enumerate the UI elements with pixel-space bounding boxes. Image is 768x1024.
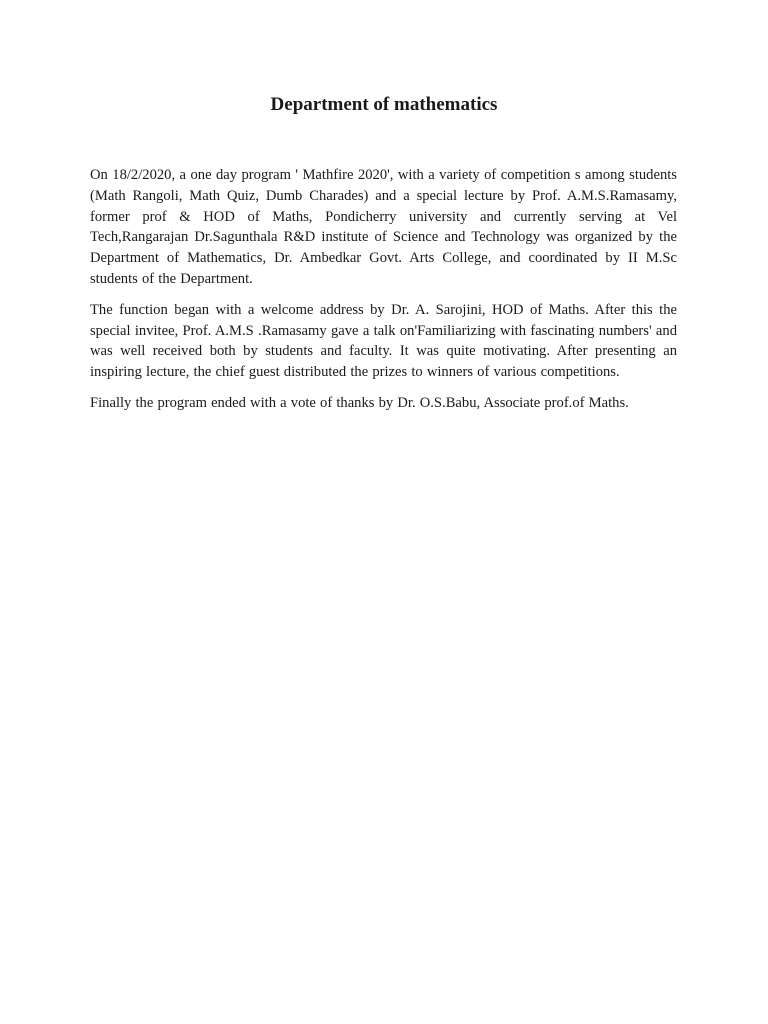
document-body [90,165,677,424]
paragraph-program-summary: On 18/2/2020, a one day program ' Mathfire 2020', with a variety of competition s among students (Math Rangoli, Math Quiz, Dumb Charades) and a special lecture by Prof. A.M.S.Ramasamy, former prof & HOD of Maths, Pondicherry university and currently serving at Vel Tech,Rangarajan Dr.Sagunthala R&D institute of Science and Technology was organized by the Department of Mathematics, Dr. Ambedkar Govt. Arts College, and coordinated by II M.Sc students of the Department. [90,167,677,287]
paragraph-function-details: The function began with a welcome address by Dr. A. Sarojini, HOD of Maths. After this the special invitee, Prof. A.M.S .Ramasamy gave a talk on'Familiarizing with fascinating numbers' and was well received both by students and faculty. It was quite motivating. After presenting an inspiring lecture, the chief guest distributed the prizes to winners of various competitions. [90,301,677,381]
paragraph-closing: Finally the program ended with a vote of thanks by Dr. O.S.Babu, Associate prof.of Maths. [90,394,629,411]
page-title: Department of mathematics [270,94,498,115]
